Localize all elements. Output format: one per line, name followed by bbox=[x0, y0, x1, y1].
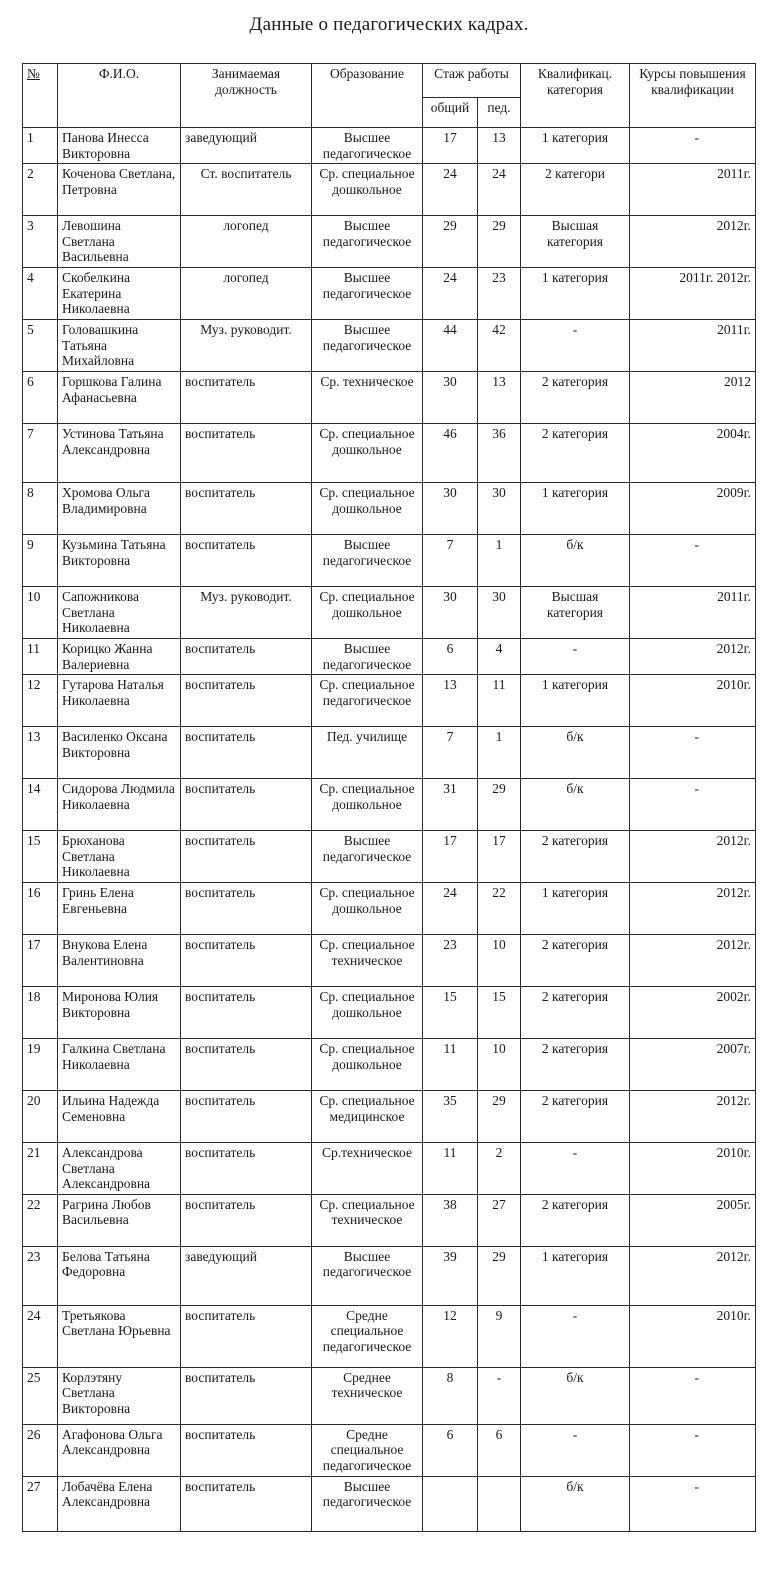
header-exp-total: общий bbox=[423, 98, 478, 128]
row-education: Ср. специальное техническое bbox=[312, 1194, 423, 1246]
row-num: 25 bbox=[23, 1367, 58, 1424]
table-row bbox=[23, 1194, 756, 1246]
row-fio: Белова Татьяна Федоровна bbox=[58, 1246, 181, 1305]
row-exp-total: 44 bbox=[423, 320, 478, 372]
table-row bbox=[23, 587, 756, 639]
row-position: воспитатель bbox=[181, 727, 312, 779]
row-fio: Корицко Жанна Валериевна bbox=[58, 639, 181, 675]
row-education: Высшее педагогическое bbox=[312, 128, 423, 164]
table-row bbox=[23, 1091, 756, 1143]
row-num: 19 bbox=[23, 1039, 58, 1091]
row-category: - bbox=[521, 320, 630, 372]
header-experience: Стаж работы bbox=[423, 64, 521, 98]
row-exp-total: 35 bbox=[423, 1091, 478, 1143]
row-education: Пед. училище bbox=[312, 727, 423, 779]
row-position: заведующий bbox=[181, 1246, 312, 1305]
row-num: 10 bbox=[23, 587, 58, 639]
row-fio: Внукова Елена Валентиновна bbox=[58, 935, 181, 987]
row-courses: - bbox=[630, 779, 756, 831]
row-exp-ped: 29 bbox=[478, 1246, 521, 1305]
row-position: Муз. руководит. bbox=[181, 320, 312, 372]
table-row bbox=[23, 128, 756, 164]
table-row bbox=[23, 1367, 756, 1424]
row-education: Средне специальное педагогическое bbox=[312, 1424, 423, 1476]
row-position: воспитатель bbox=[181, 1091, 312, 1143]
row-category: 2 категория bbox=[521, 831, 630, 883]
row-exp-total: 6 bbox=[423, 1424, 478, 1476]
row-num: 20 bbox=[23, 1091, 58, 1143]
row-num: 12 bbox=[23, 675, 58, 727]
row-position: воспитатель bbox=[181, 779, 312, 831]
table-row bbox=[23, 987, 756, 1039]
row-position: воспитатель bbox=[181, 535, 312, 587]
row-fio: Сидорова Людмила Николаевна bbox=[58, 779, 181, 831]
row-category: 2 категория bbox=[521, 935, 630, 987]
row-education: Высшее педагогическое bbox=[312, 216, 423, 268]
row-exp-ped: 30 bbox=[478, 483, 521, 535]
table-row bbox=[23, 883, 756, 935]
row-position: воспитатель bbox=[181, 831, 312, 883]
table-row bbox=[23, 639, 756, 675]
table-row bbox=[23, 164, 756, 216]
table-row bbox=[23, 535, 756, 587]
row-exp-total: 30 bbox=[423, 587, 478, 639]
row-exp-ped: 29 bbox=[478, 216, 521, 268]
row-fio: Агафонова Ольга Александровна bbox=[58, 1424, 181, 1476]
row-fio: Хромова Ольга Владимировна bbox=[58, 483, 181, 535]
row-num: 17 bbox=[23, 935, 58, 987]
row-exp-ped: 30 bbox=[478, 587, 521, 639]
row-category: 1 категория bbox=[521, 128, 630, 164]
row-num: 5 bbox=[23, 320, 58, 372]
row-exp-ped: 29 bbox=[478, 779, 521, 831]
row-courses: 2012г. bbox=[630, 935, 756, 987]
row-education: Ср. специальное дошкольное bbox=[312, 1039, 423, 1091]
row-education: Ср. специальное дошкольное bbox=[312, 164, 423, 216]
row-courses: 2011г. bbox=[630, 587, 756, 639]
row-exp-ped: 11 bbox=[478, 675, 521, 727]
row-courses: 2010г. bbox=[630, 1305, 756, 1367]
row-position: воспитатель bbox=[181, 372, 312, 424]
row-position: воспитатель bbox=[181, 1476, 312, 1531]
row-num: 14 bbox=[23, 779, 58, 831]
row-education: Высшее педагогическое bbox=[312, 320, 423, 372]
row-category: 1 категория bbox=[521, 675, 630, 727]
row-category: 2 категория bbox=[521, 372, 630, 424]
row-fio: Брюханова Светлана Николаевна bbox=[58, 831, 181, 883]
row-category: б/к bbox=[521, 779, 630, 831]
row-courses: 2012г. bbox=[630, 883, 756, 935]
row-fio: Гутарова Наталья Николаевна bbox=[58, 675, 181, 727]
row-num: 26 bbox=[23, 1424, 58, 1476]
row-fio: Кузьмина Татьяна Викторовна bbox=[58, 535, 181, 587]
row-category: б/к bbox=[521, 727, 630, 779]
row-courses: 2011г. bbox=[630, 164, 756, 216]
row-fio: Ильина Надежда Семеновна bbox=[58, 1091, 181, 1143]
row-exp-total: 24 bbox=[423, 268, 478, 320]
row-category: 2 категория bbox=[521, 1194, 630, 1246]
row-exp-total: 39 bbox=[423, 1246, 478, 1305]
row-exp-total: 46 bbox=[423, 424, 478, 483]
row-courses: 2011г. 2012г. bbox=[630, 268, 756, 320]
row-exp-total: 38 bbox=[423, 1194, 478, 1246]
row-category: - bbox=[521, 1424, 630, 1476]
row-education: Ср. специальное педагогическое bbox=[312, 675, 423, 727]
row-exp-total: 7 bbox=[423, 727, 478, 779]
row-position: воспитатель bbox=[181, 1143, 312, 1195]
table-row bbox=[23, 320, 756, 372]
row-courses: 2007г. bbox=[630, 1039, 756, 1091]
row-exp-ped: 6 bbox=[478, 1424, 521, 1476]
row-courses: - bbox=[630, 1476, 756, 1531]
row-exp-total: 17 bbox=[423, 831, 478, 883]
row-courses: - bbox=[630, 1424, 756, 1476]
table-row bbox=[23, 727, 756, 779]
row-exp-total: 29 bbox=[423, 216, 478, 268]
row-position: воспитатель bbox=[181, 424, 312, 483]
row-exp-total: 11 bbox=[423, 1143, 478, 1195]
row-num: 23 bbox=[23, 1246, 58, 1305]
row-category: б/к bbox=[521, 1476, 630, 1531]
row-fio: Галкина Светлана Николаевна bbox=[58, 1039, 181, 1091]
table-row bbox=[23, 216, 756, 268]
row-exp-ped: 29 bbox=[478, 1091, 521, 1143]
row-exp-ped: 13 bbox=[478, 372, 521, 424]
header-education: Образование bbox=[312, 64, 423, 128]
row-fio: Третьякова Светлана Юрьевна bbox=[58, 1305, 181, 1367]
row-exp-total: 7 bbox=[423, 535, 478, 587]
row-exp-total bbox=[423, 1476, 478, 1531]
row-position: Муз. руководит. bbox=[181, 587, 312, 639]
row-education: Ср. специальное дошкольное bbox=[312, 883, 423, 935]
row-education: Ср. специальное дошкольное bbox=[312, 587, 423, 639]
table-row bbox=[23, 1305, 756, 1367]
row-education: Ср. специальное техническое bbox=[312, 935, 423, 987]
row-exp-ped: 13 bbox=[478, 128, 521, 164]
header-category: Квалификац. категория bbox=[521, 64, 630, 128]
row-num: 3 bbox=[23, 216, 58, 268]
row-education: Среднее техническое bbox=[312, 1367, 423, 1424]
table-row bbox=[23, 1246, 756, 1305]
row-education: Ср. техническое bbox=[312, 372, 423, 424]
row-num: 9 bbox=[23, 535, 58, 587]
row-category: б/к bbox=[521, 1367, 630, 1424]
row-fio: Горшкова Галина Афанасьевна bbox=[58, 372, 181, 424]
table-row bbox=[23, 831, 756, 883]
row-num: 21 bbox=[23, 1143, 58, 1195]
row-num: 24 bbox=[23, 1305, 58, 1367]
row-exp-total: 31 bbox=[423, 779, 478, 831]
row-num: 4 bbox=[23, 268, 58, 320]
row-exp-ped: 10 bbox=[478, 1039, 521, 1091]
row-education: Средне специальное педагогическое bbox=[312, 1305, 423, 1367]
row-fio: Миронова Юлия Викторовна bbox=[58, 987, 181, 1039]
row-category: 1 категория bbox=[521, 268, 630, 320]
row-position: воспитатель bbox=[181, 1194, 312, 1246]
row-courses: - bbox=[630, 1367, 756, 1424]
row-education: Высшее педагогическое bbox=[312, 831, 423, 883]
row-education: Ср.техническое bbox=[312, 1143, 423, 1195]
row-num: 15 bbox=[23, 831, 58, 883]
row-education: Высшее педагогическое bbox=[312, 1246, 423, 1305]
row-category: 1 категория bbox=[521, 483, 630, 535]
row-courses: 2012г. bbox=[630, 216, 756, 268]
row-exp-total: 12 bbox=[423, 1305, 478, 1367]
row-category: Высшая категория bbox=[521, 587, 630, 639]
row-position: Ст. воспитатель bbox=[181, 164, 312, 216]
row-exp-ped: 15 bbox=[478, 987, 521, 1039]
row-position: воспитатель bbox=[181, 675, 312, 727]
row-category: 2 категория bbox=[521, 987, 630, 1039]
table-row bbox=[23, 268, 756, 320]
row-education: Ср. специальное медицинское bbox=[312, 1091, 423, 1143]
row-courses: 2012г. bbox=[630, 1246, 756, 1305]
row-num: 22 bbox=[23, 1194, 58, 1246]
row-exp-ped: 2 bbox=[478, 1143, 521, 1195]
row-exp-ped bbox=[478, 1476, 521, 1531]
row-category: - bbox=[521, 639, 630, 675]
row-courses: 2004г. bbox=[630, 424, 756, 483]
row-exp-ped: 42 bbox=[478, 320, 521, 372]
row-courses: 2005г. bbox=[630, 1194, 756, 1246]
row-exp-ped: 22 bbox=[478, 883, 521, 935]
table-row bbox=[23, 372, 756, 424]
row-num: 13 bbox=[23, 727, 58, 779]
row-courses: 2012г. bbox=[630, 1091, 756, 1143]
row-exp-ped: 24 bbox=[478, 164, 521, 216]
row-exp-ped: 36 bbox=[478, 424, 521, 483]
row-position: воспитатель bbox=[181, 935, 312, 987]
row-num: 7 bbox=[23, 424, 58, 483]
header-exp-ped: пед. bbox=[478, 98, 521, 128]
row-courses: - bbox=[630, 727, 756, 779]
row-courses: 2010г. bbox=[630, 675, 756, 727]
row-exp-total: 30 bbox=[423, 483, 478, 535]
row-exp-total: 23 bbox=[423, 935, 478, 987]
table-row bbox=[23, 424, 756, 483]
row-fio: Корлэтяну Светлана Викторовна bbox=[58, 1367, 181, 1424]
row-fio: Скобелкина Екатерина Николаевна bbox=[58, 268, 181, 320]
row-exp-total: 6 bbox=[423, 639, 478, 675]
row-courses: 2002г. bbox=[630, 987, 756, 1039]
row-num: 8 bbox=[23, 483, 58, 535]
row-fio: Сапожникова Светлана Николаевна bbox=[58, 587, 181, 639]
row-education: Ср. специальное дошкольное bbox=[312, 779, 423, 831]
row-category: 2 категория bbox=[521, 1039, 630, 1091]
row-category: б/к bbox=[521, 535, 630, 587]
row-num: 11 bbox=[23, 639, 58, 675]
row-num: 18 bbox=[23, 987, 58, 1039]
row-num: 6 bbox=[23, 372, 58, 424]
header-fio: Ф.И.О. bbox=[58, 64, 181, 128]
row-exp-ped: - bbox=[478, 1367, 521, 1424]
row-position: воспитатель bbox=[181, 1305, 312, 1367]
row-exp-total: 8 bbox=[423, 1367, 478, 1424]
row-courses: 2010г. bbox=[630, 1143, 756, 1195]
row-category: Высшая категория bbox=[521, 216, 630, 268]
row-category: - bbox=[521, 1143, 630, 1195]
row-position: воспитатель bbox=[181, 1367, 312, 1424]
row-category: 2 категория bbox=[521, 424, 630, 483]
row-fio: Лобачёва Елена Александровна bbox=[58, 1476, 181, 1531]
row-fio: Головашкина Татьяна Михайловна bbox=[58, 320, 181, 372]
table-row bbox=[23, 1476, 756, 1531]
row-exp-ped: 4 bbox=[478, 639, 521, 675]
row-fio: Рагрина Любов Васильевна bbox=[58, 1194, 181, 1246]
row-position: воспитатель bbox=[181, 1424, 312, 1476]
table-row bbox=[23, 483, 756, 535]
row-education: Высшее педагогическое bbox=[312, 268, 423, 320]
row-courses: 2012г. bbox=[630, 831, 756, 883]
table-row bbox=[23, 935, 756, 987]
row-education: Ср. специальное дошкольное bbox=[312, 987, 423, 1039]
table-row bbox=[23, 675, 756, 727]
row-fio: Василенко Оксана Викторовна bbox=[58, 727, 181, 779]
row-position: воспитатель bbox=[181, 1039, 312, 1091]
staff-table bbox=[22, 63, 756, 1532]
row-education: Высшее педагогическое bbox=[312, 639, 423, 675]
row-exp-ped: 17 bbox=[478, 831, 521, 883]
row-courses: - bbox=[630, 128, 756, 164]
row-education: Высшее педагогическое bbox=[312, 1476, 423, 1531]
row-exp-total: 15 bbox=[423, 987, 478, 1039]
row-category: 2 категори bbox=[521, 164, 630, 216]
row-courses: 2011г. bbox=[630, 320, 756, 372]
table-row bbox=[23, 1424, 756, 1476]
table-row bbox=[23, 1039, 756, 1091]
row-position: воспитатель bbox=[181, 987, 312, 1039]
table-row bbox=[23, 779, 756, 831]
row-education: Ср. специальное дошкольное bbox=[312, 424, 423, 483]
row-fio: Устинова Татьяна Александровна bbox=[58, 424, 181, 483]
header-courses: Курсы повышения квалификации bbox=[630, 64, 756, 128]
row-category: 1 категория bbox=[521, 883, 630, 935]
row-exp-total: 30 bbox=[423, 372, 478, 424]
row-fio: Александрова Светлана Александровна bbox=[58, 1143, 181, 1195]
row-exp-ped: 23 bbox=[478, 268, 521, 320]
row-exp-total: 17 bbox=[423, 128, 478, 164]
row-education: Высшее педагогическое bbox=[312, 535, 423, 587]
row-exp-ped: 9 bbox=[478, 1305, 521, 1367]
row-exp-ped: 27 bbox=[478, 1194, 521, 1246]
row-num: 27 bbox=[23, 1476, 58, 1531]
row-courses: 2012г. bbox=[630, 639, 756, 675]
row-num: 2 bbox=[23, 164, 58, 216]
row-fio: Левошина Светлана Васильевна bbox=[58, 216, 181, 268]
row-num: 1 bbox=[23, 128, 58, 164]
row-position: логопед bbox=[181, 216, 312, 268]
row-courses: 2009г. bbox=[630, 483, 756, 535]
row-fio: Коченова Светлана, Петровна bbox=[58, 164, 181, 216]
row-exp-ped: 1 bbox=[478, 535, 521, 587]
row-position: воспитатель bbox=[181, 483, 312, 535]
row-position: заведующий bbox=[181, 128, 312, 164]
document-title: Данные о педагогических кадрах. bbox=[249, 14, 529, 35]
row-exp-ped: 10 bbox=[478, 935, 521, 987]
table-row bbox=[23, 1143, 756, 1195]
header-num: № bbox=[23, 64, 58, 128]
row-position: логопед bbox=[181, 268, 312, 320]
row-category: 1 категория bbox=[521, 1246, 630, 1305]
row-fio: Панова Инесса Викторовна bbox=[58, 128, 181, 164]
row-position: воспитатель bbox=[181, 639, 312, 675]
row-courses: - bbox=[630, 535, 756, 587]
row-exp-total: 24 bbox=[423, 164, 478, 216]
row-category: - bbox=[521, 1305, 630, 1367]
row-exp-total: 13 bbox=[423, 675, 478, 727]
row-num: 16 bbox=[23, 883, 58, 935]
row-exp-total: 24 bbox=[423, 883, 478, 935]
header-position: Занимаемая должность bbox=[181, 64, 312, 128]
row-courses: 2012 bbox=[630, 372, 756, 424]
row-category: 2 категория bbox=[521, 1091, 630, 1143]
row-position: воспитатель bbox=[181, 883, 312, 935]
row-fio: Гринь Елена Евгеньевна bbox=[58, 883, 181, 935]
row-education: Ср. специальное дошкольное bbox=[312, 483, 423, 535]
row-exp-ped: 1 bbox=[478, 727, 521, 779]
row-exp-total: 11 bbox=[423, 1039, 478, 1091]
